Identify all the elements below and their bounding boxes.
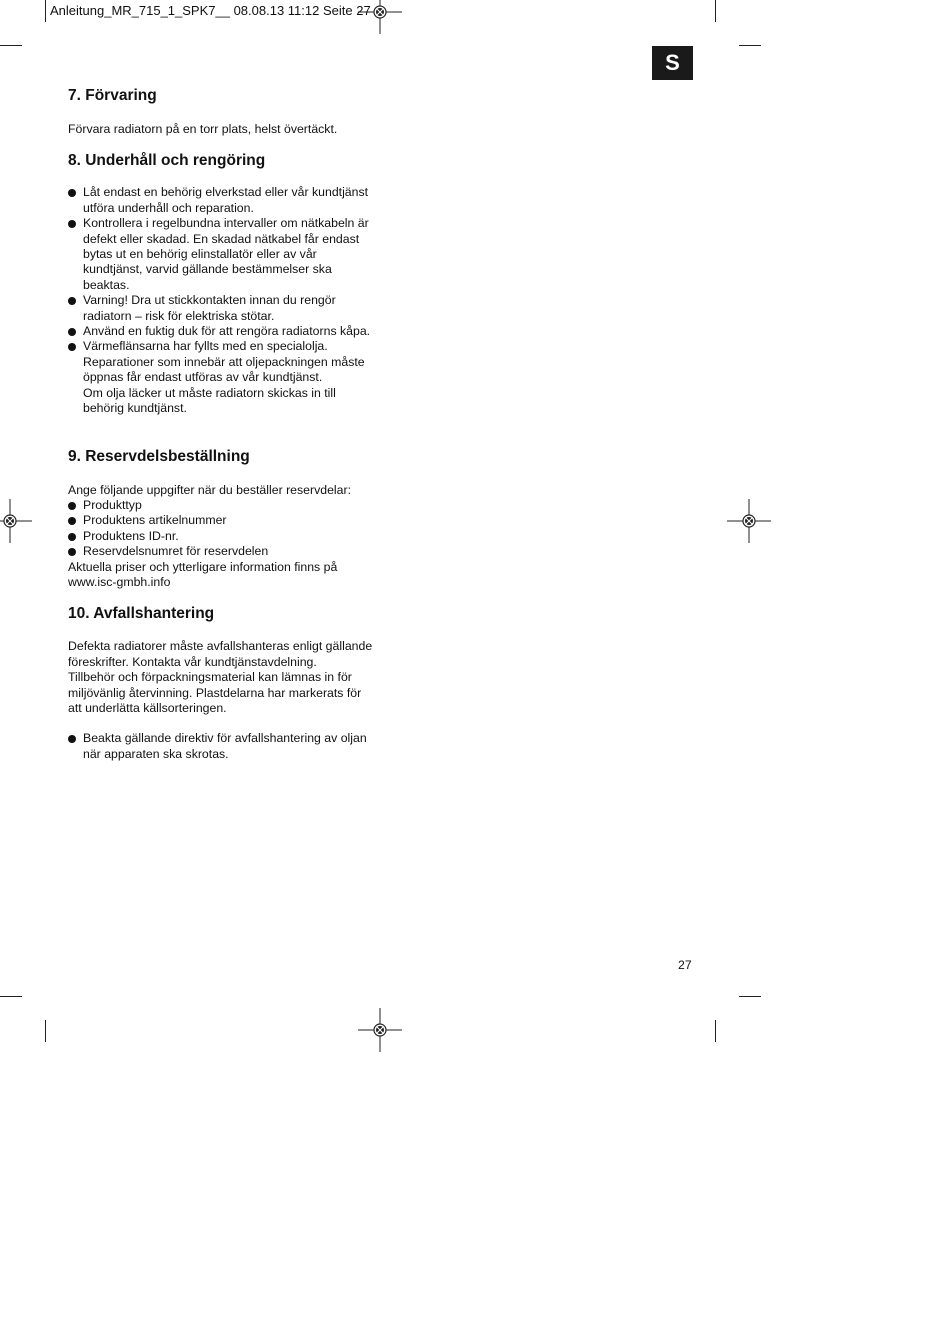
list-item: Produktens ID-nr. [68, 529, 378, 544]
crop-mark [45, 0, 46, 22]
registration-mark-icon [0, 499, 32, 543]
list-item: Produkttyp [68, 498, 378, 513]
list-item: Beakta gällande direktiv för avfallshantering av oljan när apparaten ska skrotas. [68, 731, 378, 762]
section-title-storage: 7. Förvaring [68, 87, 157, 104]
disposal-list [68, 731, 378, 762]
crop-mark [45, 1020, 46, 1042]
disposal-text-2: Tillbehör och förpackningsmaterial kan lämnas in för miljövänlig återvinning. Plastdelarna har markerats för att underlätta källsorteringen. [68, 670, 362, 715]
registration-mark-icon [358, 1008, 402, 1052]
spare-parts-outro: Aktuella priser och ytterligare information finns på www.isc-gmbh.info [68, 559, 338, 589]
list-item: Kontrollera i regelbundna intervaller om nätkabeln är defekt eller skadad. En skadad nätkabel får endast bytas ut en behörig elinstallatör eller av vår kundtjänst, varvid gällande bestämmelser ska beaktas. [68, 216, 378, 293]
maintenance-list [68, 185, 378, 416]
section-title-disposal: 10. Avfallshantering [68, 605, 215, 623]
main-content [68, 86, 378, 762]
list-item: Låt endast en behörig elverkstad eller vår kundtjänst utföra underhåll och reparation. [68, 185, 378, 216]
crop-mark [715, 1020, 716, 1042]
list-item: Varning! Dra ut stickkontakten innan du rengör radiatorn – risk för elektriska stötar. [68, 293, 378, 324]
registration-mark-icon [727, 499, 771, 543]
crop-mark [739, 45, 761, 46]
spare-parts-list [68, 498, 378, 560]
bullet-icon [68, 533, 76, 541]
storage-text: Förvara radiatorn på en torr plats, helst övertäckt. [68, 122, 338, 136]
crop-mark [0, 45, 22, 46]
list-item: Reservdelsnumret för reservdelen [68, 544, 378, 559]
bullet-icon [68, 328, 76, 336]
list-item: Värmeflänsarna har fyllts med en specialolja. Reparationer som innebär att oljepackningen måste öppnas får endast utföras av vår kundtjänst. Om olja läcker ut måste radiatorn skickas in till behörig kundtjänst. [68, 339, 378, 416]
bullet-icon [68, 297, 76, 305]
section-title-maintenance: 8. Underhåll och rengöring [68, 152, 266, 170]
disposal-text-1: Defekta radiatorer måste avfallshanteras enligt gällande föreskrifter. Kontakta vår kundtjänstavdelning. [68, 639, 373, 669]
crop-mark [715, 0, 716, 22]
list-item: Använd en fuktig duk för att rengöra radiatorns kåpa. [68, 324, 378, 339]
page-number: 27 [678, 958, 692, 972]
bullet-icon [68, 220, 76, 228]
bullet-icon [68, 735, 76, 743]
bullet-icon [68, 189, 76, 197]
language-badge: S [652, 46, 693, 80]
crop-mark [0, 996, 22, 997]
bullet-icon [68, 343, 76, 351]
print-header: Anleitung_MR_715_1_SPK7__ 08.08.13 11:12 Seite 27 [50, 3, 371, 18]
bullet-icon [68, 517, 76, 525]
bullet-icon [68, 548, 76, 556]
list-item: Produktens artikelnummer [68, 513, 378, 528]
spare-parts-intro: Ange följande uppgifter när du beställer reservdelar: [68, 482, 352, 497]
bullet-icon [68, 502, 76, 510]
section-title-spare-parts: 9. Reservdelsbeställning [68, 447, 250, 465]
crop-mark [739, 996, 761, 997]
maintenance-note: Om olja läcker ut måste radiatorn skickas in till behörig kundtjänst. [83, 385, 336, 416]
